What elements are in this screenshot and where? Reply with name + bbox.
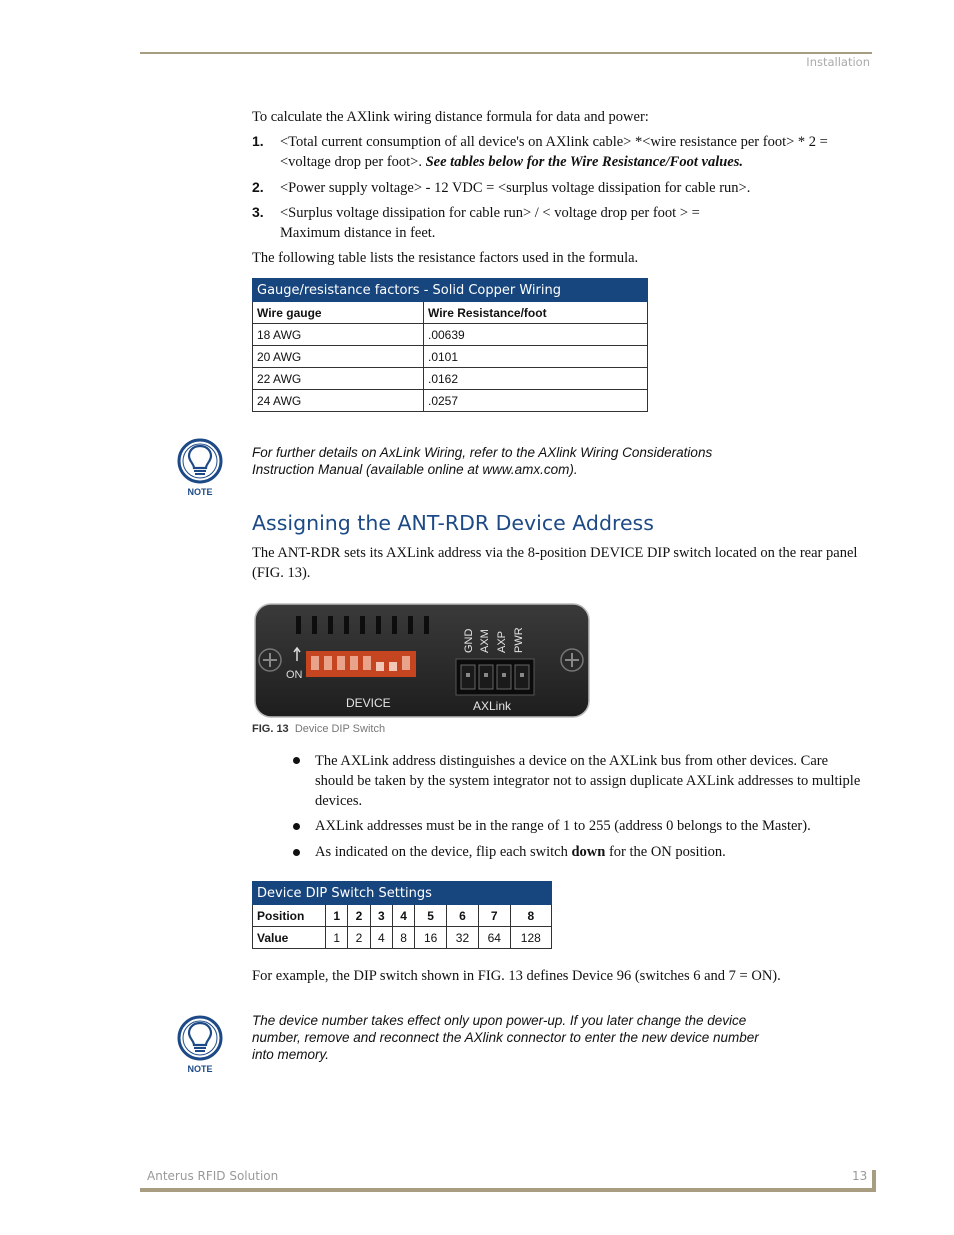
table-row bbox=[253, 324, 648, 346]
bullet-icon bbox=[293, 757, 300, 764]
note-icon bbox=[176, 1014, 224, 1074]
step-emphasis: See tables below for the Wire Resistance/Foot values. bbox=[425, 154, 743, 170]
resistance-cell: .0101 bbox=[424, 346, 648, 368]
resistance-cell: .00639 bbox=[424, 324, 648, 346]
note-label: NOTE bbox=[187, 487, 213, 497]
value-cell: 16 bbox=[415, 927, 447, 949]
example-text: For example, the DIP switch shown in FIG. 13 defines Device 96 (switches 6 and 7 = ON). bbox=[252, 968, 781, 984]
resistance-cell: .0257 bbox=[424, 390, 648, 412]
note-line: Instruction Manual (available online at www.amx.com). bbox=[252, 462, 578, 477]
gauge-cell: 20 AWG bbox=[253, 346, 424, 368]
gauge-table bbox=[252, 278, 648, 412]
position-cell: 1 bbox=[326, 905, 348, 927]
footer-rule bbox=[140, 1188, 875, 1192]
intro-text: To calculate the AXlink wiring distance formula for data and power: bbox=[252, 109, 649, 125]
note-line: into memory. bbox=[252, 1047, 330, 1062]
step-text bbox=[280, 132, 840, 172]
note-line: The device number takes effect only upon power-up. If you later change the device bbox=[252, 1013, 747, 1028]
note-icon bbox=[176, 437, 224, 497]
position-cell: 8 bbox=[510, 905, 551, 927]
value-cell: 8 bbox=[392, 927, 414, 949]
value-cell: 32 bbox=[447, 927, 479, 949]
figure-caption-text: Device DIP Switch bbox=[294, 723, 386, 735]
gauge-cell: 24 AWG bbox=[253, 390, 424, 412]
page-number: 13 bbox=[852, 1169, 868, 1183]
gauge-header: Wire gauge bbox=[253, 302, 424, 324]
table-row bbox=[253, 346, 648, 368]
list-item: AXLink addresses must be in the range of 1 to 255 (address 0 belongs to the Master). bbox=[315, 818, 811, 834]
position-cell: 3 bbox=[370, 905, 392, 927]
gauge-cell: 22 AWG bbox=[253, 368, 424, 390]
list-item: The AXLink address distinguishes a device on the AXLink bus from other devices. Care should be taken by the system integrator not to assign duplicate AXLink addresses to multiple devices. bbox=[315, 753, 861, 809]
note-text bbox=[252, 444, 712, 478]
bullet-text-bold: down bbox=[571, 844, 606, 860]
position-cell: 6 bbox=[447, 905, 479, 927]
step-text: <Surplus voltage dissipation for cable run> / < voltage drop per foot > = Maximum distance in feet. bbox=[280, 205, 700, 241]
pin-label: AXM bbox=[479, 629, 491, 653]
note-line: number, remove and reconnect the AXlink connector to enter the new device number bbox=[252, 1030, 759, 1045]
step-number: 2. bbox=[252, 179, 264, 195]
section-heading: Assigning the ANT-RDR Device Address bbox=[252, 511, 654, 535]
axlink-connector bbox=[456, 659, 534, 695]
position-label: Position bbox=[253, 905, 326, 927]
figure-caption bbox=[252, 723, 385, 735]
note-line: For further details on AxLink Wiring, refer to the AXlink Wiring Considerations bbox=[252, 445, 713, 460]
resistance-cell: .0162 bbox=[424, 368, 648, 390]
step-text: <Power supply voltage> - 12 VDC = <surplus voltage dissipation for cable run>. bbox=[280, 180, 751, 196]
screw-icon bbox=[561, 649, 583, 671]
pin-label: PWR bbox=[513, 627, 525, 653]
dip-table bbox=[252, 881, 552, 949]
position-cell: 2 bbox=[348, 905, 370, 927]
value-cell: 2 bbox=[348, 927, 370, 949]
device-panel-figure bbox=[254, 603, 590, 718]
gauge-cell: 18 AWG bbox=[253, 324, 424, 346]
on-label: ON bbox=[286, 669, 303, 681]
list-item bbox=[315, 842, 870, 862]
resistance-header: Wire Resistance/foot bbox=[424, 302, 648, 324]
value-cell: 1 bbox=[326, 927, 348, 949]
value-cell: 128 bbox=[510, 927, 551, 949]
table-row bbox=[253, 905, 552, 927]
value-cell: 64 bbox=[478, 927, 510, 949]
table-row bbox=[253, 390, 648, 412]
value-label: Value bbox=[253, 927, 326, 949]
bullet-text-post: for the ON position. bbox=[605, 844, 726, 860]
heading-paragraph: The ANT-RDR sets its AXLink address via the 8-position DEVICE DIP switch located on the rear panel (FIG. 13). bbox=[252, 545, 858, 581]
section-name: Installation bbox=[806, 55, 870, 69]
value-cell: 4 bbox=[370, 927, 392, 949]
header-rule bbox=[140, 52, 872, 54]
device-label: DEVICE bbox=[346, 696, 391, 710]
bullet-icon bbox=[293, 849, 300, 856]
step-number: 1. bbox=[252, 133, 264, 149]
step-body: <Total current consumption of all device's on AXlink cable> *<wire resistance per foot> * 2 = <voltage drop per foot>. bbox=[280, 134, 828, 170]
footer-title: Anterus RFID Solution bbox=[147, 1169, 279, 1183]
bullet-text-pre: As indicated on the device, flip each switch bbox=[315, 844, 572, 860]
gauge-table-caption: Gauge/resistance factors - Solid Copper Wiring bbox=[253, 279, 648, 302]
dip-switch bbox=[306, 651, 416, 677]
note-text bbox=[252, 1012, 759, 1063]
position-cell: 7 bbox=[478, 905, 510, 927]
table-row bbox=[253, 368, 648, 390]
pin-label: AXP bbox=[496, 630, 508, 653]
screw-icon bbox=[259, 649, 281, 671]
position-cell: 4 bbox=[392, 905, 414, 927]
note-label: NOTE bbox=[187, 1064, 213, 1074]
table-row bbox=[253, 927, 552, 949]
figure-number: FIG. 13 bbox=[252, 723, 289, 735]
step-number: 3. bbox=[252, 204, 264, 220]
axlink-label: AXLink bbox=[473, 699, 512, 713]
position-cell: 5 bbox=[415, 905, 447, 927]
dip-table-caption: Device DIP Switch Settings bbox=[253, 882, 552, 905]
bullet-icon bbox=[293, 823, 300, 830]
table-intro: The following table lists the resistance factors used in the formula. bbox=[252, 250, 639, 266]
pin-label: GND bbox=[463, 628, 475, 653]
